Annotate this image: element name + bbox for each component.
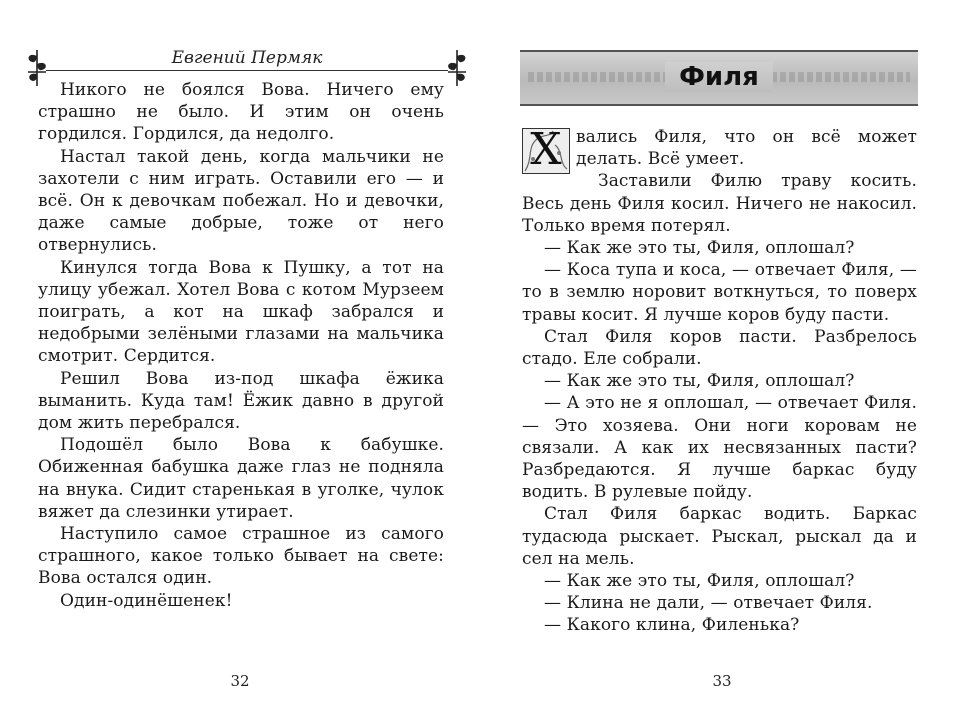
paragraph: Стал Филя баркас водить. Баркас тудасюда рыскает. Рыскал, рыскал да и сел на мель. [522,504,917,569]
paragraph: Стал Филя коров пасти. Разбрелось стадо. Еле собрали. [522,326,917,370]
page-number: 32 [230,672,250,690]
left-page-text [38,79,444,612]
right-page-text [522,126,917,637]
paragraph: — Как же это ты, Филя, оплошал? [544,571,855,592]
paragraph: — Как же это ты, Филя, оплошал? [544,238,855,259]
paragraph: Никого не боялся Вова. Ничего ему страшно не было. И этим он очень гордился. Гордился, да недолго. [38,80,444,145]
header-rule [46,70,448,71]
title-band [520,50,918,106]
running-header-author: Евгений Пермяк [171,48,323,68]
page-number: 33 [712,672,732,690]
paragraph: Решил Вова из-под шкафа ёжика выманить. Куда там! Ёжик давно в другой дом жить перебрался. [38,368,444,434]
floral-ornament-icon [442,46,472,90]
drop-cap [522,128,570,174]
drop-cap-letter: Х [530,128,562,174]
paragraph: — Клина не дали, — отвечает Филя. [544,593,873,614]
first-paragraph [522,126,917,174]
paragraph: Подошёл было Вова к бабушке. Обиженная бабушка даже глаз не подняла на внука. Сидит старенькая в уголке, чулок вяжет да слезинки утирает. [38,435,444,522]
paragraph: — Как же это ты, Филя, оплошал? [544,371,855,392]
right-page [480,0,960,715]
paragraph: Настал такой день, когда мальчики не захотели с ним играть. Оставили его — и всё. Он к девочкам побежал. Но и девочки, даже самые добрые, тоже от него отвернулись. [38,146,444,256]
paragraph: Кинулся тогда Вова к Пушку, а тот на улицу убежал. Хотел Вова с котом Мурзеем поиграть, а кот на шкаф забрался и недобрыми зелёными глазами на мальчика смотрит. Сердится. [38,257,444,367]
paragraph: Один-одинёшенек! [60,590,233,611]
paragraph: — Какого клина, Филенька? [544,615,800,636]
paragraph: Наступило самое страшное из самого страшного, какое только бывает на свете: Вова остался один. [38,524,444,589]
first-paragraph-text: вались Филя, что он всё может делать. Всё умеет. [576,127,917,170]
story-title [520,62,918,92]
paragraph: — А это не я оплошал, — отвечает Филя. — Это хозяева. Они ноги коровам не связали. А как их несвязанных пасти? Разбредаются. Я лучше баркас буду водить. В рулевые пойду. [522,393,917,503]
paragraph: Заставили Филю траву косить. Весь день Филя косил. Ничего не накосил. Только время потерял. [522,171,917,236]
story-title-text: Филя [665,62,773,92]
paragraph: — Коса тупа и коса, — отвечает Филя, — то в землю норовит воткнуться, то поверх травы косит. Я лучше коров буду пасти. [522,260,917,325]
